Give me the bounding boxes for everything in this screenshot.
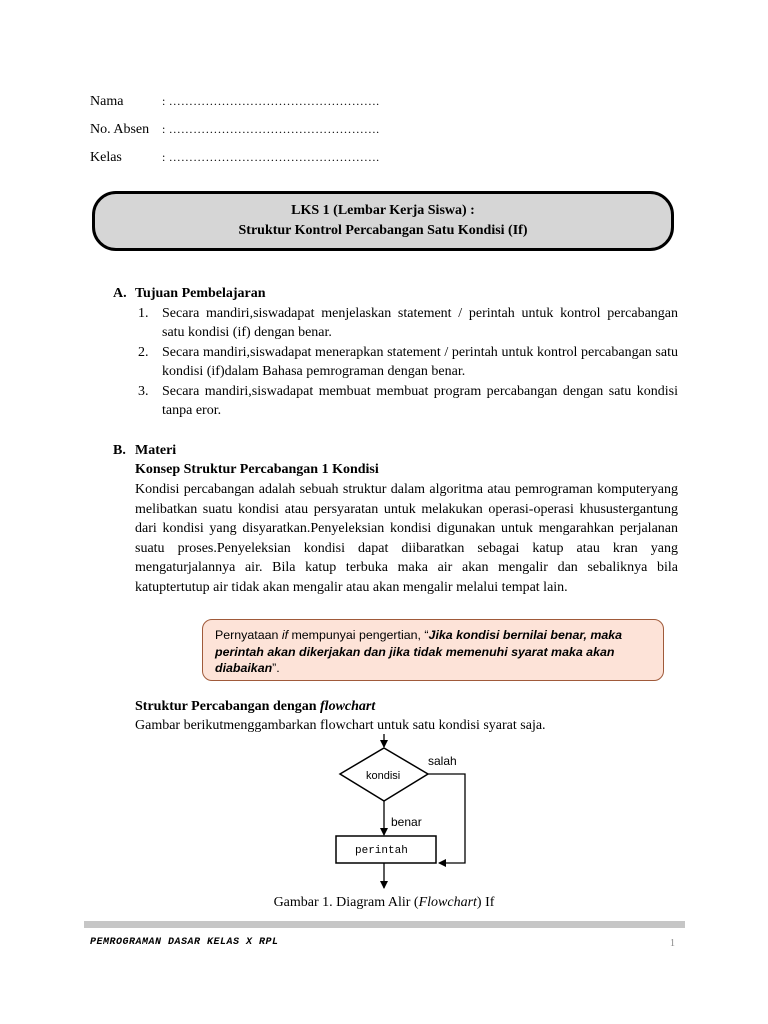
if-flowchart-diagram <box>300 730 480 892</box>
learning-goals-list <box>138 304 678 421</box>
list-item-number: 2. <box>138 345 149 360</box>
figure-caption <box>0 895 768 911</box>
section-a-heading <box>113 286 266 302</box>
kelas-label: Kelas <box>90 150 122 165</box>
decision-label: kondisi <box>366 770 401 782</box>
footer-divider <box>84 921 685 928</box>
section-b-title: Materi <box>135 443 177 458</box>
false-label: salah <box>428 754 457 768</box>
materi-subheading: Konsep Struktur Percabangan 1 Kondisi <box>135 462 379 477</box>
kelas-field-row <box>90 150 379 166</box>
list-item-text: Secara mandiri,siswadapat menerapkan statement / perintah untuk kontrol percabangan satu kondisi (if)dalam Bahasa pemrograman dengan benar. <box>162 345 678 379</box>
absen-label: No. Absen <box>90 122 150 137</box>
section-a-letter: A. <box>113 286 127 301</box>
caption-italic: Flowchart <box>418 895 477 910</box>
name-value: : ……………………………………………. <box>162 94 380 108</box>
flowchart-heading <box>135 699 375 715</box>
list-item-text: Secara mandiri,siswadapat menjelaskan statement / perintah untuk kontrol percabangan satu kondisi (if) dengan benar. <box>162 306 678 340</box>
absen-field-row <box>90 122 379 138</box>
definition-note-box <box>202 619 664 681</box>
flowchart-heading-text: Struktur Percabangan dengan <box>135 699 321 714</box>
flowchart-heading-italic: flowchart <box>320 699 376 714</box>
page-number: 1 <box>670 938 675 949</box>
note-middle: mempunyai pengertian, “ <box>288 628 429 642</box>
title-box <box>92 191 674 251</box>
true-label: benar <box>391 815 422 829</box>
list-item <box>138 343 678 381</box>
name-field-row <box>90 94 379 110</box>
title-line-2: Struktur Kontrol Percabangan Satu Kondisi (If) <box>238 223 528 238</box>
flowchart-intro: Gambar berikutmenggambarkan flowchart untuk satu kondisi syarat saja. <box>135 718 546 733</box>
materi-paragraph: Kondisi percabangan adalah sebuah struktur dalam algoritma atau pemrograman komputeryang melibatkan suatu kondisi atau persyaratan untuk melakukan operasi-operasi khusustergantung dari kondisi yang disyaratkan.Penyeleksian kondisi digunakan untuk mengarahkan perjalanan suatu proses.Penyeleksian kondisi dapat diibaratkan sebagai katup atau kran yang mengaturjalannya air. Bila katup terbuka maka air akan mengalir dan sebaliknya bila katuptertutup air tidak akan mengalir atau akan mengalir melalui tempat lain. <box>135 482 678 595</box>
caption-suffix: ) If <box>476 895 495 910</box>
kelas-value: : ……………………………………………. <box>162 150 380 164</box>
note-emphasis: Jika kondisi bernilai benar, maka perintah akan dikerjakan dan jika tidak memenuhi syarat maka akan diabaikan <box>215 628 623 675</box>
list-item-text: Secara mandiri,siswadapat membuat membuat program percabangan dengan satu kondisi tanpa eror. <box>162 384 678 418</box>
section-b-letter: B. <box>113 443 126 458</box>
note-suffix: ”. <box>272 661 280 675</box>
list-item-number: 1. <box>138 306 149 321</box>
title-line-1: LKS 1 (Lembar Kerja Siswa) : <box>291 203 475 218</box>
note-if-word: if <box>281 628 289 642</box>
section-b-heading <box>113 443 176 459</box>
note-prefix: Pernyataan <box>215 628 282 642</box>
list-item <box>138 304 678 342</box>
list-item <box>138 382 678 420</box>
section-a-title: Tujuan Pembelajaran <box>135 286 266 301</box>
list-item-number: 3. <box>138 384 149 399</box>
footer-title: PEMROGRAMAN DASAR KELAS X RPL <box>90 937 279 948</box>
caption-prefix: Gambar 1. Diagram Alir ( <box>273 895 419 910</box>
absen-value: : ……………………………………………. <box>162 122 380 136</box>
process-label: perintah <box>355 845 408 857</box>
name-label: Nama <box>90 94 124 109</box>
